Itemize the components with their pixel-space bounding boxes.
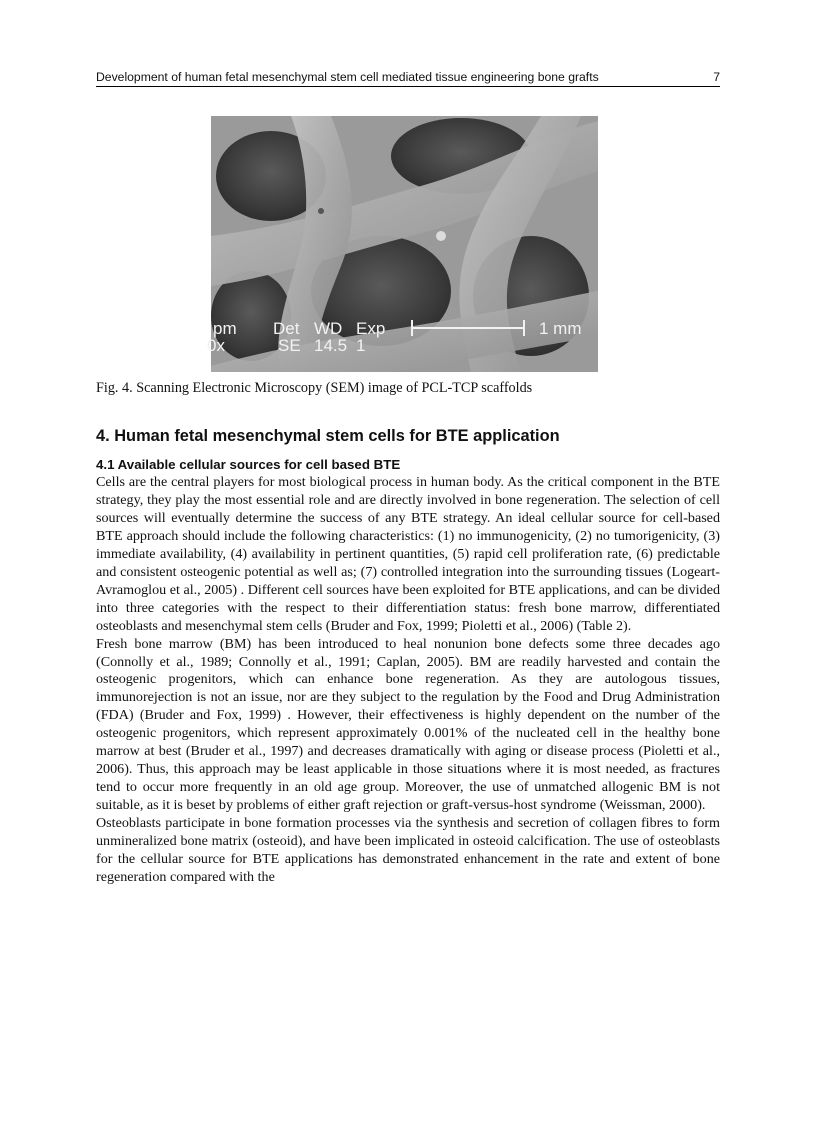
sem-value-magnification: 0x xyxy=(207,336,225,355)
sem-label-det: Det xyxy=(273,319,300,338)
paragraph: Cells are the central players for most biological process in human body. As the critical component in the BTE strategy, they play the most essential role and are directly involved in bone regeneration. The selection of cell sources will eventually determine the success of any BTE strategy. An ideal cellular source for cell-based BTE approach should include the following characteristics: (1) no immunogenicity, (2) no tumorigenicity, (3) immediate availability, (4) availability in pertinent quantities, (5) rapid cell proliferation rate, (6) predictable and consistent osteogenic potential as well as; (7) controlled integration into the surrounding tissues (Logeart-Avramoglou et al., 2005) . Different cell sources have been exploited for BTE applications, and can be divided into three categories with the respect to their differentiation status: fresh bone marrow, differentiated osteoblasts and mesenchymal stem cells (Bruder and Fox, 1999; Pioletti et al., 2006) (Table 2). xyxy=(96,474,720,634)
paragraph: Fresh bone marrow (BM) has been introduced to heal nonunion bone defects some three decades ago (Connolly et al., 1989; Connolly et al., 1991; Caplan, 2005). BM are readily harvested and contain the osteogenic progenitors, which can enhance bone regeneration. As they are autologous tissues, immunorejection is not an issue, nor are they subject to the regulation by the Food and Drug Administration (FDA) (Bruder and Fox, 1999) . However, their effectiveness is highly dependent on the number of the osteogenic progenitors, which represent approximately 0.001% of the nucleated cell in the healthy bone marrow at best (Bruder et al., 1997) and decreases dramatically with aging or disease process (Pioletti et al., 2006). Thus, this approach may be least applicable in those situations where it is most needed, as fractures tend to occur more frequently in an old age group. Moreover, the use of unmatched allogenic BM is not suitable, as it is beset by problems of either graft rejection or graft-versus-host syndrome (Weissman, 2000). xyxy=(96,635,720,814)
sem-value-wd: 14.5 xyxy=(314,336,348,355)
section-heading: 4. Human fetal mesenchymal stem cells for BTE application xyxy=(96,427,560,445)
scale-bar-label: 1 mm xyxy=(539,319,582,338)
sem-label-magnification-unit: pm xyxy=(213,319,237,338)
sem-label-wd: WD xyxy=(314,319,343,338)
sem-value-det: SE xyxy=(278,336,301,355)
body-text xyxy=(96,474,720,887)
scale-bar-right-tick xyxy=(523,320,525,336)
scale-bar xyxy=(412,327,524,329)
sem-label-exp: Exp xyxy=(356,319,386,338)
sem-databar xyxy=(207,319,598,364)
running-title: Development of human fetal mesenchymal stem cell mediated tissue engineering bone grafts xyxy=(96,70,599,84)
sem-image xyxy=(207,116,598,372)
running-header xyxy=(96,70,720,87)
page-number: 7 xyxy=(713,70,720,84)
figure-caption: Fig. 4. Scanning Electronic Microscopy (SEM) image of PCL-TCP scaffolds xyxy=(96,380,533,396)
sem-value-exp: 1 xyxy=(356,336,366,355)
paragraph: Osteoblasts participate in bone formation processes via the synthesis and secretion of collagen fibres to form unmineralized bone matrix (osteoid), and have been implicated in osteoid calcification. The use of osteoblasts for the cellular source for BTE applications has demonstrated enhancement in the rate and extent of bone regeneration compared with the xyxy=(96,815,720,885)
subsection-heading: 4.1 Available cellular sources for cell based BTE xyxy=(96,457,401,472)
